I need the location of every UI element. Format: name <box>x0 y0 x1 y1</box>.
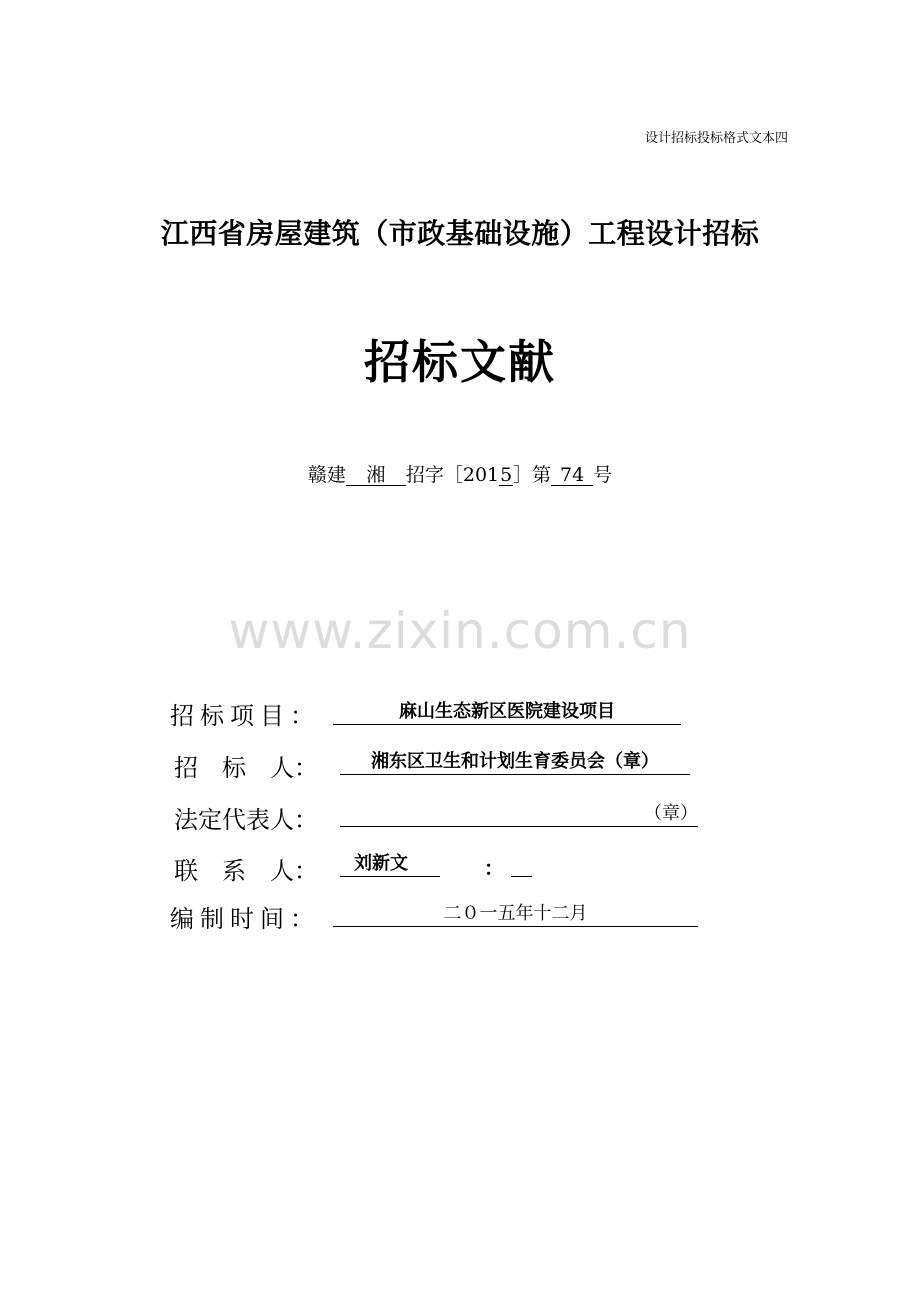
project-value: 麻山生态新区医院建设项目 <box>333 700 681 725</box>
tenderer-label: 招 标 人： <box>174 754 318 782</box>
doc-number-value: 74 <box>551 465 593 486</box>
date-value: 二０一五年十二月 <box>333 902 698 927</box>
doc-number-prefix: 赣建 <box>307 464 346 486</box>
legal-rep-label: 法定代表人： <box>174 806 318 834</box>
document-subtitle: 江西省房屋建筑（市政基础设施）工程设计招标 <box>160 217 760 250</box>
legal-rep-value: （章） <box>340 802 698 827</box>
doc-number-year-digit: 5 <box>500 464 513 486</box>
contact-value: 刘新文 <box>340 852 440 877</box>
document-title: 招标文献 <box>364 335 556 389</box>
contact-label: 联 系 人： <box>174 857 318 885</box>
contact-phone-colon: ： <box>484 856 504 880</box>
doc-number-mid: 招字［201 <box>405 464 500 486</box>
contact-phone-blank <box>511 852 532 877</box>
document-type-tag: 设计招标投标格式文本四 <box>644 131 788 146</box>
date-label: 编制时间： <box>170 905 320 933</box>
watermark: www.zixin.com.cn <box>228 602 692 660</box>
document-number <box>0 460 920 487</box>
doc-number-region: 湘 <box>346 465 406 486</box>
project-label: 招标项目： <box>170 702 320 730</box>
doc-number-suffix: 号 <box>593 464 613 486</box>
tenderer-value: 湘东区卫生和计划生育委员会（章） <box>340 750 690 775</box>
doc-number-close: ］第 <box>513 464 552 486</box>
